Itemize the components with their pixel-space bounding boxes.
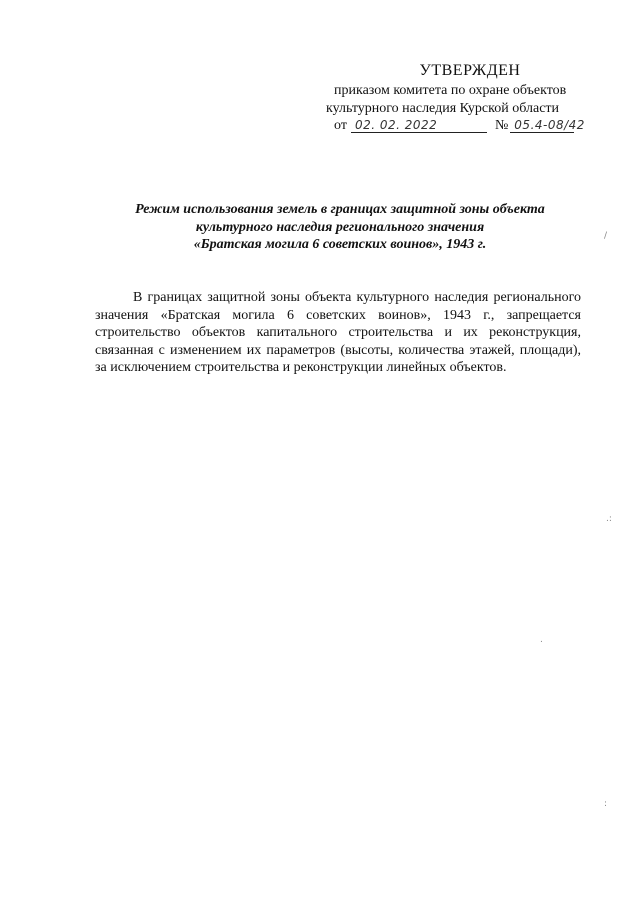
handwritten-date: 02. 02. 2022	[351, 118, 487, 133]
approval-line-2: культурного наследия Курской области	[326, 101, 560, 116]
document-title-line-3: «Братская могила 6 советских воинов», 1943 г.	[193, 237, 487, 252]
document-body-paragraph: В границах защитной зоны объекта культурного наследия регионального значения «Братская могила 6 советских воинов», 1943 г., запрещается строительство объектов капитального строительства и их реконструкция, связанная с изменением их параметров (высоты, количества этажей, площади), за исключением строительства и реконструкции линейных объектов.	[95, 290, 581, 376]
approval-title: УТВЕРЖДЕН	[419, 62, 521, 79]
scan-speck: .	[540, 635, 543, 645]
scan-speck: .:	[606, 514, 612, 524]
date-label: от	[334, 118, 347, 133]
handwritten-number: 05.4-08/42	[510, 118, 574, 133]
scan-speck: /	[604, 231, 608, 241]
document-title-line-2: культурного наследия регионального значения	[195, 219, 485, 235]
approval-line-1: приказом комитета по охране объектов	[334, 83, 567, 98]
scan-speck: :	[604, 799, 608, 809]
document-title-line-1: Режим использования земель в границах защитной зоны объекта	[135, 202, 545, 217]
approval-stamp-block	[320, 62, 590, 135]
document-title	[80, 201, 600, 254]
approval-order-row	[320, 117, 590, 135]
number-label: №	[494, 118, 509, 133]
